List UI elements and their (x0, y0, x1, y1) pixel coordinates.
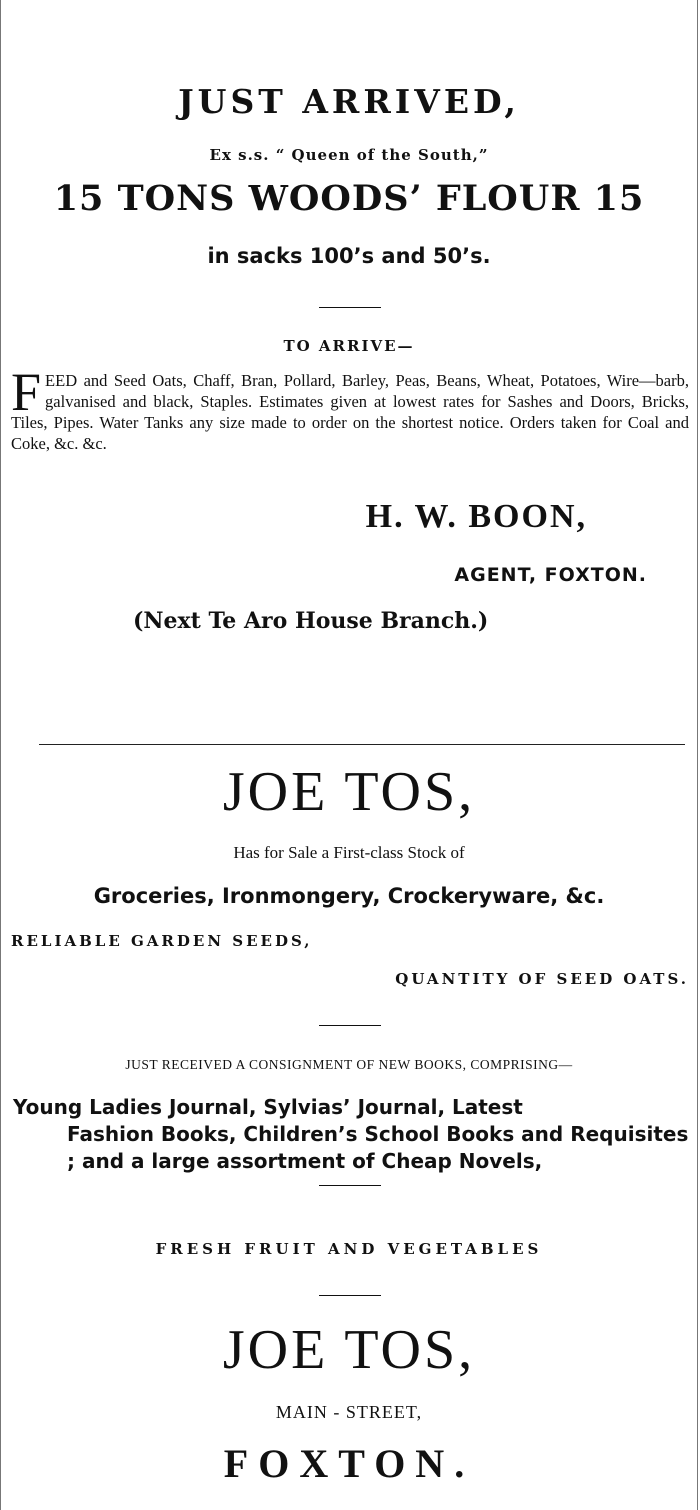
fresh-produce-line: FRESH FRUIT AND VEGETABLES (155, 1240, 543, 1258)
to-arrive-heading: TO ARRIVE— (283, 337, 415, 355)
goods-line: Groceries, Ironmongery, Crockeryware, &c. (93, 884, 605, 908)
headline-just-arrived: JUST ARRIVED, (178, 82, 520, 121)
ship-line: Ex s.s. “ Queen of the South,” (209, 146, 489, 164)
books-list (13, 1094, 689, 1175)
street-line: MAIN - STREET, (275, 1402, 423, 1422)
advertisement-separator (39, 744, 685, 745)
flour-line: 15 TONS WOODS’ FLOUR 15 (53, 178, 645, 219)
town-line: FOXTON. (223, 1441, 475, 1486)
location-note: (Next Te Aro House Branch.) (133, 608, 489, 634)
divider-rule (319, 1185, 381, 1186)
divider-rule (319, 1295, 381, 1296)
books-list-first-line: Young Ladies Journal, Sylvias’ Journal, Latest (13, 1095, 523, 1119)
divider-rule (319, 307, 381, 308)
for-sale-line: Has for Sale a First-class Stock of (233, 843, 465, 862)
drop-cap: F (11, 362, 42, 422)
books-list-continuation: Fashion Books, Children’s School Books and Requisites ; and a large assortment of Cheap Novels, (67, 1122, 689, 1173)
goods-list-text: EED and Seed Oats, Chaff, Bran, Pollard, Barley, Peas, Beans, Wheat, Potatoes, Wire—barb, galvanised and black, Staples. Estimates given at lowest rates for Sashes and Doors, Bricks, Tiles, Pipes. Water Tanks any size made to order on the shortest notice. Orders taken for Coal and Coke, &c. &c. (11, 371, 689, 453)
shop-name-top: JOE TOS, (222, 761, 476, 823)
divider-rule (319, 1025, 381, 1026)
goods-list-paragraph (11, 362, 689, 454)
books-intro-line: JUST RECEIVED A CONSIGNMENT OF NEW BOOKS, COMPRISING— (125, 1057, 573, 1072)
garden-seeds-line: RELIABLE GARDEN SEEDS, (11, 932, 313, 950)
shop-name-bottom: JOE TOS, (222, 1319, 476, 1381)
agent-line: AGENT, FOXTON. (454, 564, 647, 586)
merchant-name: H. W. BOON, (365, 498, 587, 535)
sacks-line: in sacks 100’s and 50’s. (207, 244, 491, 268)
seed-oats-line: QUANTITY OF SEED OATS. (395, 970, 689, 988)
